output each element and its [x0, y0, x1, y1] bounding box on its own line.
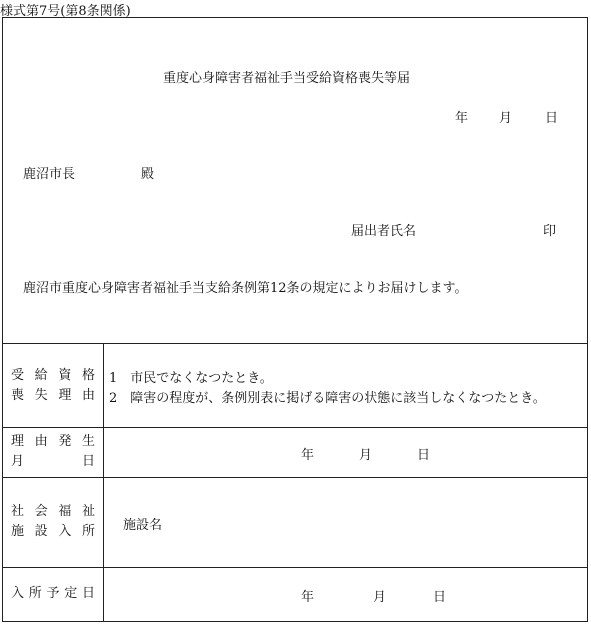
occurrence-year-label: 年: [301, 448, 315, 463]
row-divider-2: [3, 477, 587, 478]
label-char: 由: [34, 434, 48, 449]
loss-reason-label-line1: [11, 366, 95, 386]
label-char: 社: [11, 504, 25, 519]
seal-mark: 印: [543, 224, 557, 239]
label-char: 資: [58, 368, 72, 383]
facility-label: [3, 502, 103, 542]
occurrence-date-label-line2: [11, 452, 95, 472]
admission-date-label-line: [11, 584, 95, 604]
label-char: 生: [81, 434, 95, 449]
facility-name-label: 施設名: [123, 518, 163, 533]
admission-year-label: 年: [301, 590, 315, 605]
applicant-name-field[interactable]: [433, 217, 533, 237]
label-char: 入: [11, 586, 25, 601]
label-char: 発: [58, 434, 72, 449]
label-char: 由: [81, 388, 95, 403]
occurrence-month-label: 月: [359, 448, 373, 463]
label-char: 所: [81, 524, 95, 539]
admission-date-field[interactable]: [113, 578, 573, 610]
admission-month-label: 月: [373, 590, 387, 605]
statement-text: 鹿沼市重度心身障害者福祉手当支給条例第12条の規定によりお届けします。: [23, 281, 468, 296]
label-char: 入: [58, 524, 72, 539]
admission-date-label: [3, 584, 103, 604]
loss-reason-label: [3, 366, 103, 406]
label-char: 定: [64, 586, 78, 601]
loss-reason-label-line2: [11, 386, 95, 406]
applicant-name-label: 届出者氏名: [351, 224, 417, 239]
label-char: 予: [46, 586, 60, 601]
label-char: 月: [11, 454, 25, 469]
label-char: 設: [34, 524, 48, 539]
facility-name-field[interactable]: [178, 508, 573, 536]
label-char: 日: [81, 454, 95, 469]
label-char: 所: [28, 586, 42, 601]
occurrence-day-label: 日: [417, 448, 431, 463]
label-char: 受: [11, 368, 25, 383]
table-top-rule: [3, 343, 587, 344]
form-title: 重度心身障害者福祉手当受給資格喪失等届: [163, 71, 411, 86]
header-month-label: 月: [499, 111, 513, 126]
label-column-divider: [103, 343, 104, 621]
addressee: 鹿沼市長: [23, 167, 76, 182]
label-char: 給: [34, 368, 48, 383]
honorific: 殿: [141, 167, 155, 182]
label-char: 喪: [11, 388, 25, 403]
label-char: 会: [34, 504, 48, 519]
label-char: 祉: [81, 504, 95, 519]
form-frame: [2, 17, 588, 622]
label-char: 理: [58, 388, 72, 403]
occurrence-date-label-line1: [11, 432, 95, 452]
label-char: 格: [81, 368, 95, 383]
row-divider-3: [3, 567, 587, 568]
label-char: 福: [58, 504, 72, 519]
facility-label-line1: [11, 502, 95, 522]
header-day-label: 日: [545, 111, 559, 126]
facility-label-line2: [11, 522, 95, 542]
occurrence-date-field[interactable]: [113, 438, 573, 466]
header-year-label: 年: [455, 111, 469, 126]
label-char: 日: [81, 586, 95, 601]
label-char: 失: [34, 388, 48, 403]
loss-reason-option-2[interactable]: 2 障害の程度が、条例別表に掲げる障害の状態に該当しなくなつたとき。: [109, 391, 546, 406]
form-number: 様式第7号(第8条関係): [0, 4, 131, 19]
occurrence-date-label: [3, 432, 103, 472]
label-char: 施: [11, 524, 25, 539]
admission-day-label: 日: [433, 590, 447, 605]
loss-reason-option-1[interactable]: 1 市民でなくなつたとき。: [109, 371, 273, 386]
label-char: 理: [11, 434, 25, 449]
row-divider-1: [3, 427, 587, 428]
